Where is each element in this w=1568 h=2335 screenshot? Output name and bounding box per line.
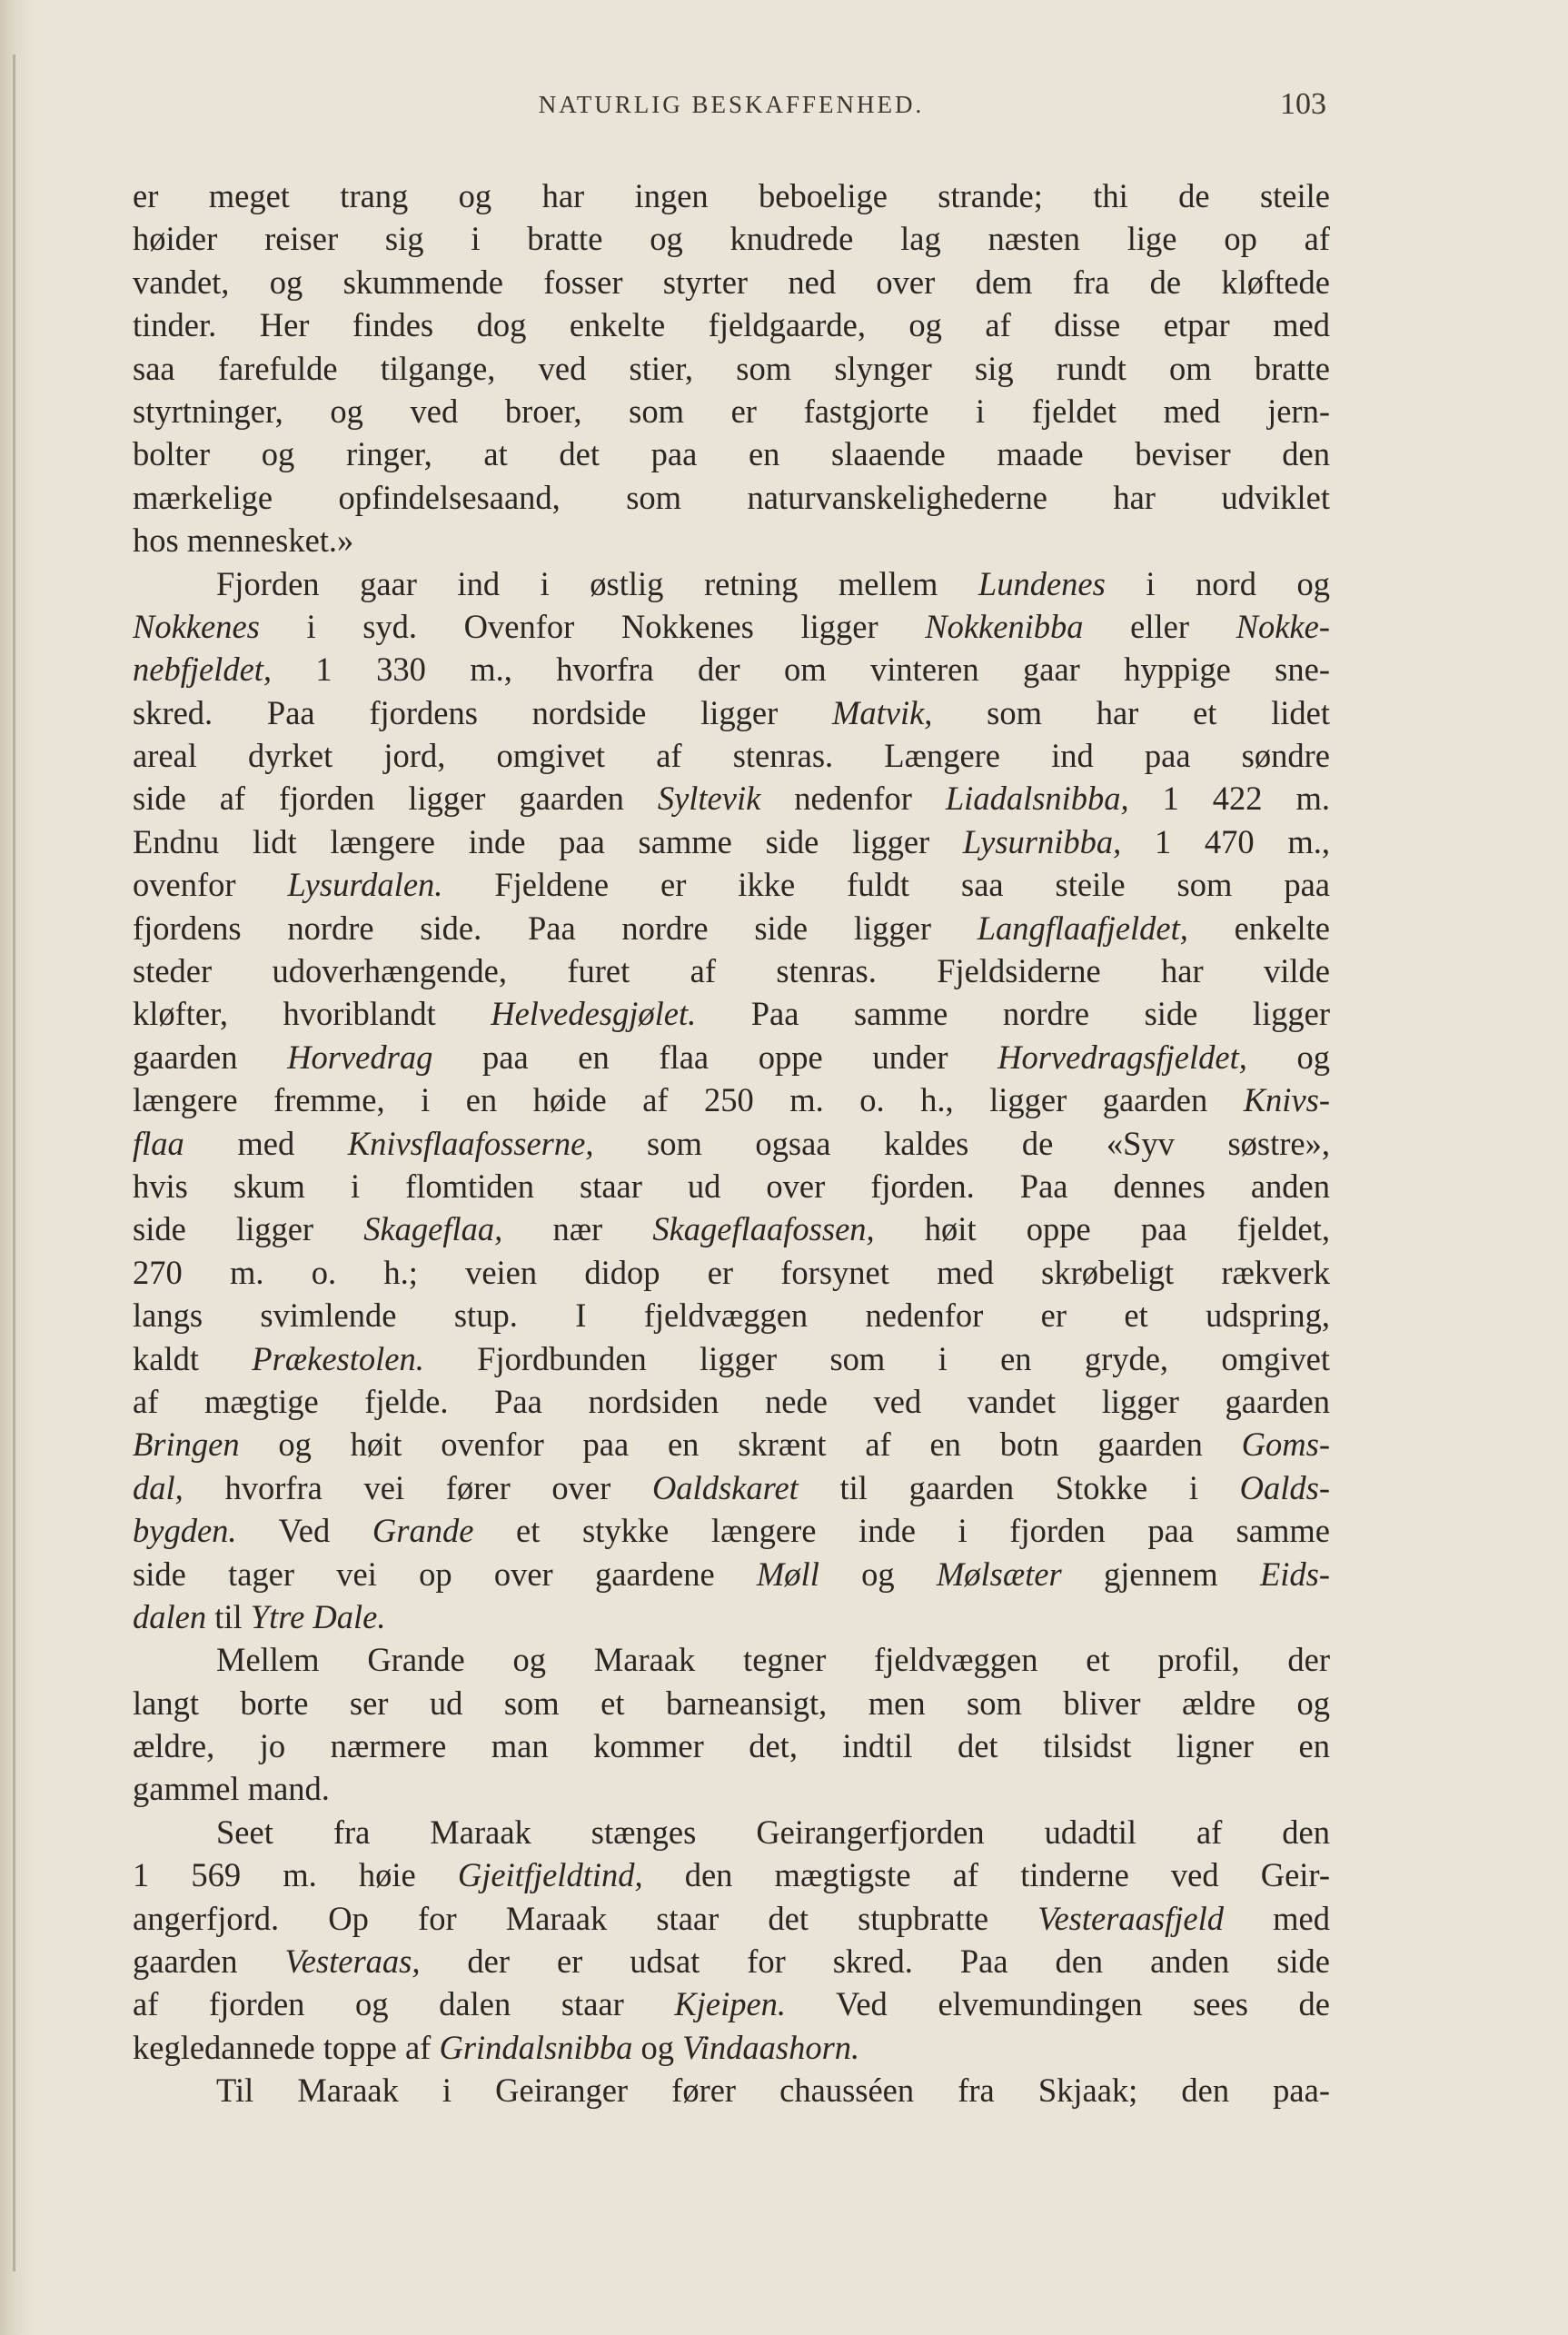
text-line-content <box>133 777 1330 820</box>
text-line <box>133 907 1330 949</box>
text-line <box>133 1509 1330 1552</box>
text-segment: til <box>206 1597 251 1635</box>
text-line <box>133 1638 1330 1681</box>
text-line-content <box>133 949 1330 992</box>
italic-place-name: Lysurdalen. <box>287 866 443 904</box>
text-segment: Til Maraak i Geiranger fører chausséen fra Skjaak; den paa- <box>216 2072 1330 2110</box>
text-segment: Fjorden gaar ind i østlig retning mellem <box>216 564 978 602</box>
text-line <box>133 949 1330 992</box>
text-segment: styrtninger, og ved broer, som er fastgjorte i fjeldet med jern- <box>133 392 1330 430</box>
text-segment: 1 569 m. høie <box>133 1856 458 1894</box>
text-segment: gjennem <box>1061 1555 1260 1593</box>
text-line <box>133 303 1330 346</box>
text-line-content <box>133 1294 1330 1336</box>
text-segment: kaldt <box>133 1339 253 1377</box>
text-segment: længere fremme, i en høide af 250 m. o. h., ligger gaarden <box>133 1081 1244 1119</box>
text-segment: side ligger <box>133 1210 364 1248</box>
text-segment: eller <box>1083 607 1236 645</box>
text-line <box>133 1251 1330 1294</box>
italic-place-name: Matvik, <box>831 693 933 731</box>
italic-place-name: Grindalsnibba <box>439 2028 633 2066</box>
text-segment: 270 m. o. h.; veien didop er forsynet med skrøbeligt rækverk <box>133 1253 1330 1291</box>
text-line <box>133 1466 1330 1509</box>
text-line <box>133 1207 1330 1250</box>
text-line <box>133 1553 1330 1595</box>
italic-place-name: Knivsflaafosserne, <box>347 1124 594 1162</box>
text-line-content <box>133 1251 1330 1294</box>
text-line <box>133 261 1330 303</box>
text-line <box>133 777 1330 820</box>
italic-place-name: Eids- <box>1259 1555 1330 1593</box>
text-line <box>133 562 1330 605</box>
text-line-content <box>133 1509 1330 1552</box>
text-line <box>133 2026 1330 2069</box>
text-line <box>133 1682 1330 1724</box>
text-segment: kløfter, hvoriblandt <box>133 995 491 1033</box>
text-segment: gammel mand. <box>133 1770 330 1808</box>
text-line-content <box>133 1165 1330 1207</box>
text-line-content <box>216 1811 1330 1853</box>
text-segment: af fjorden og dalen staar <box>133 1985 675 2023</box>
text-line-content <box>133 691 1330 734</box>
text-line <box>133 1724 1330 1767</box>
italic-place-name: Helvedesgjølet. <box>491 995 697 1033</box>
text-line-content <box>133 1078 1330 1121</box>
text-line <box>133 1078 1330 1121</box>
text-line <box>133 1940 1330 1982</box>
text-segment: vandet, og skummende fosser styrter ned over dem fra de kløftede <box>133 263 1330 301</box>
text-line-content <box>133 1682 1330 1724</box>
italic-place-name: Mølsæter <box>936 1555 1062 1593</box>
italic-place-name: Knivs- <box>1243 1081 1330 1119</box>
text-segment: hos mennesket.» <box>133 522 354 560</box>
text-segment: og <box>819 1555 937 1593</box>
text-segment: et stykke længere inde i fjorden paa samme <box>473 1512 1330 1550</box>
italic-place-name: Vindaashorn. <box>682 2028 860 2066</box>
text-line-content <box>133 1595 1330 1638</box>
text-segment: enkelte <box>1187 909 1330 947</box>
italic-place-name: bygden. <box>133 1512 237 1550</box>
text-line-content <box>133 347 1330 390</box>
text-segment: og <box>1246 1038 1330 1076</box>
italic-place-name: Horvedrag <box>287 1038 433 1076</box>
text-line-content <box>133 519 1330 561</box>
text-line-content <box>133 1767 1330 1810</box>
text-line-content <box>133 1423 1330 1466</box>
text-line-content <box>133 303 1330 346</box>
text-segment: Mellem Grande og Maraak tegner fjeldvæggen et profil, der <box>216 1641 1330 1679</box>
text-line-content <box>133 1036 1330 1078</box>
text-segment: ovenfor <box>133 866 288 904</box>
text-segment: og <box>632 2028 683 2066</box>
text-line-content <box>133 476 1330 519</box>
text-line <box>133 863 1330 906</box>
text-line <box>133 347 1330 390</box>
text-line-content <box>133 1380 1330 1423</box>
italic-place-name: Skageflaafossen, <box>652 1210 875 1248</box>
text-line-content <box>133 992 1330 1035</box>
text-line-content <box>216 1638 1330 1681</box>
text-segment: 1 330 m., hvorfra der om vinteren gaar hyppige sne- <box>272 651 1330 689</box>
italic-place-name: Skageflaa, <box>363 1210 503 1248</box>
text-line <box>133 1595 1330 1638</box>
italic-place-name: Nokke- <box>1236 607 1330 645</box>
text-line <box>133 1337 1330 1380</box>
text-line-content <box>133 174 1330 217</box>
text-line-content <box>133 863 1330 906</box>
italic-place-name: Lundenes <box>978 564 1106 602</box>
italic-place-name: Bringen <box>133 1426 240 1464</box>
body-text <box>133 174 1330 2112</box>
text-segment: fjordens nordre side. Paa nordre side ligger <box>133 909 978 947</box>
text-segment: og høit ovenfor paa en skrænt af en botn gaarden <box>239 1426 1242 1464</box>
text-segment: som har et lidet <box>932 693 1330 731</box>
running-title: NATURLIG BESKAFFENHED. <box>538 91 925 118</box>
text-segment: den mægtigste af tinderne ved Geir- <box>642 1856 1330 1894</box>
italic-place-name: Syltevik <box>657 780 761 818</box>
italic-place-name: Lysurnibba, <box>962 822 1122 860</box>
italic-place-name: Gjeitfjeldtind, <box>457 1856 643 1894</box>
page-number: 103 <box>1280 87 1326 121</box>
italic-place-name: Vesteraasfjeld <box>1037 1899 1225 1937</box>
text-line <box>133 1122 1330 1165</box>
text-line <box>133 1423 1330 1466</box>
italic-place-name: Horvedragsfjeldet, <box>997 1038 1247 1076</box>
text-segment: høider reiser sig i bratte og knudrede lag næsten lige op af <box>133 220 1330 258</box>
text-segment: steder udoverhængende, furet af stenras. Fjeldsiderne har vilde <box>133 952 1330 990</box>
text-line-content <box>133 648 1330 691</box>
italic-place-name: Nokkenes <box>133 607 260 645</box>
italic-place-name: Langflaafjeldet, <box>977 909 1188 947</box>
text-line <box>133 1982 1330 2025</box>
text-segment: langt borte ser ud som et barneansigt, men som bliver ældre og <box>133 1684 1330 1722</box>
text-line-content <box>133 261 1330 303</box>
book-spine-shadow <box>0 0 40 2335</box>
text-line-content <box>133 1337 1330 1380</box>
text-line <box>133 1294 1330 1336</box>
text-segment: ældre, jo nærmere man kommer det, indtil det tilsidst ligner en <box>133 1727 1330 1765</box>
text-line <box>133 2069 1330 2111</box>
text-line-content <box>133 1724 1330 1767</box>
text-segment: Fjordbunden ligger som i en gryde, omgivet <box>423 1339 1330 1377</box>
text-line-content <box>133 1207 1330 1250</box>
text-segment: Ved elvemundingen sees de <box>786 1985 1330 2023</box>
text-segment: angerfjord. Op for Maraak staar det stupbratte <box>133 1899 1038 1937</box>
text-line <box>133 476 1330 519</box>
italic-place-name: Nokkenibba <box>925 607 1084 645</box>
text-line-content <box>133 1553 1330 1595</box>
text-line-content <box>133 1897 1330 1940</box>
text-line-content <box>133 390 1330 432</box>
text-segment: Fjeldene er ikke fuldt saa steile som paa <box>442 866 1330 904</box>
italic-place-name: Prækestolen. <box>252 1339 424 1377</box>
text-line <box>133 691 1330 734</box>
text-line <box>133 1811 1330 1853</box>
text-line-content <box>133 432 1330 475</box>
text-line <box>133 432 1330 475</box>
italic-place-name: Oalds- <box>1239 1468 1330 1506</box>
italic-place-name: nebfjeldet, <box>133 651 273 689</box>
text-line-content <box>133 2026 1330 2069</box>
text-segment: med <box>184 1124 348 1162</box>
text-segment: til gaarden Stokke i <box>798 1468 1240 1506</box>
text-line <box>133 820 1330 863</box>
text-line-content <box>216 562 1330 605</box>
text-segment: nær <box>502 1210 653 1248</box>
italic-place-name: flaa <box>133 1124 184 1162</box>
italic-place-name: Kjeipen. <box>674 1985 787 2023</box>
italic-place-name: Goms- <box>1241 1426 1330 1464</box>
text-line-content <box>133 907 1330 949</box>
italic-place-name: Vesteraas, <box>284 1943 421 1981</box>
text-segment: 1 470 m., <box>1121 822 1330 860</box>
text-segment: Endnu lidt længere inde paa samme side ligger <box>133 822 963 860</box>
text-segment: side af fjorden ligger gaarden <box>133 780 658 818</box>
text-segment: af mægtige fjelde. Paa nordsiden nede ved vandet ligger gaarden <box>133 1382 1330 1420</box>
text-segment: med <box>1224 1899 1330 1937</box>
text-segment: kegledannede toppe af <box>133 2028 440 2066</box>
italic-place-name: Møll <box>756 1555 819 1593</box>
text-line <box>133 992 1330 1035</box>
text-line <box>133 1036 1330 1078</box>
text-segment: mærkelige opfindelsesaand, som naturvanskelighederne har udviklet <box>133 478 1330 516</box>
text-segment: skred. Paa fjordens nordside ligger <box>133 693 832 731</box>
text-line <box>133 390 1330 432</box>
italic-place-name: dalen <box>133 1597 207 1635</box>
text-segment: er meget trang og har ingen beboelige strande; thi de steile <box>133 177 1330 214</box>
text-line <box>133 1897 1330 1940</box>
text-line-content <box>133 217 1330 260</box>
text-line <box>133 1380 1330 1423</box>
text-segment: i nord og <box>1105 564 1330 602</box>
text-segment: paa en flaa oppe under <box>432 1038 998 1076</box>
text-segment: areal dyrket jord, omgivet af stenras. Længere ind paa søndre <box>133 737 1330 775</box>
text-line-content <box>133 734 1330 777</box>
text-segment: gaarden <box>133 1943 285 1981</box>
text-line <box>133 217 1330 260</box>
text-segment: tinder. Her findes dog enkelte fjeldgaarde, og af disse etpar med <box>133 306 1330 344</box>
text-line-content <box>216 2069 1330 2111</box>
text-line-content <box>133 1853 1330 1896</box>
text-segment: langs svimlende stup. I fjeldvæggen nedenfor er et udspring, <box>133 1297 1330 1335</box>
text-line <box>133 605 1330 648</box>
text-line <box>133 1767 1330 1810</box>
text-segment: nedenfor <box>760 780 946 818</box>
italic-place-name: Ytre Dale. <box>250 1597 386 1635</box>
page-header <box>136 87 1326 133</box>
italic-place-name: Grande <box>372 1512 474 1550</box>
text-segment: i syd. Ovenfor Nokkenes ligger <box>259 607 926 645</box>
text-line-content <box>133 1982 1330 2025</box>
text-segment: hvorfra vei fører over <box>183 1468 652 1506</box>
italic-place-name: Liadalsnibba, <box>945 780 1129 818</box>
text-segment: der er udsat for skred. Paa den anden side <box>420 1943 1330 1981</box>
text-line <box>133 1165 1330 1207</box>
italic-place-name: dal, <box>133 1468 184 1506</box>
text-segment: side tager vei op over gaardene <box>133 1555 757 1593</box>
text-line <box>133 519 1330 561</box>
text-segment: saa farefulde tilgange, ved stier, som slynger sig rundt om bratte <box>133 349 1330 387</box>
text-line <box>133 734 1330 777</box>
text-line-content <box>133 1466 1330 1509</box>
text-segment: hvis skum i flomtiden staar ud over fjorden. Paa dennes anden <box>133 1167 1330 1205</box>
text-line <box>133 1853 1330 1896</box>
text-segment: 1 422 m. <box>1128 780 1330 818</box>
text-line-content <box>133 605 1330 648</box>
text-line-content <box>133 1122 1330 1165</box>
text-segment: bolter og ringer, at det paa en slaaende maade beviser den <box>133 435 1330 473</box>
text-segment: Seet fra Maraak stænges Geirangerfjorden udadtil af den <box>216 1813 1330 1851</box>
italic-place-name: Oaldskaret <box>651 1468 799 1506</box>
text-segment: høit oppe paa fjeldet, <box>874 1210 1330 1248</box>
text-line-content <box>133 1940 1330 1982</box>
gutter-line <box>13 55 15 2271</box>
text-segment: som ogsaa kaldes de «Syv søstre», <box>593 1124 1330 1162</box>
text-segment: Paa samme nordre side ligger <box>696 995 1330 1033</box>
text-segment: Ved <box>236 1512 372 1550</box>
text-segment: gaarden <box>133 1038 288 1076</box>
text-line <box>133 174 1330 217</box>
text-line <box>133 648 1330 691</box>
text-line-content <box>133 820 1330 863</box>
